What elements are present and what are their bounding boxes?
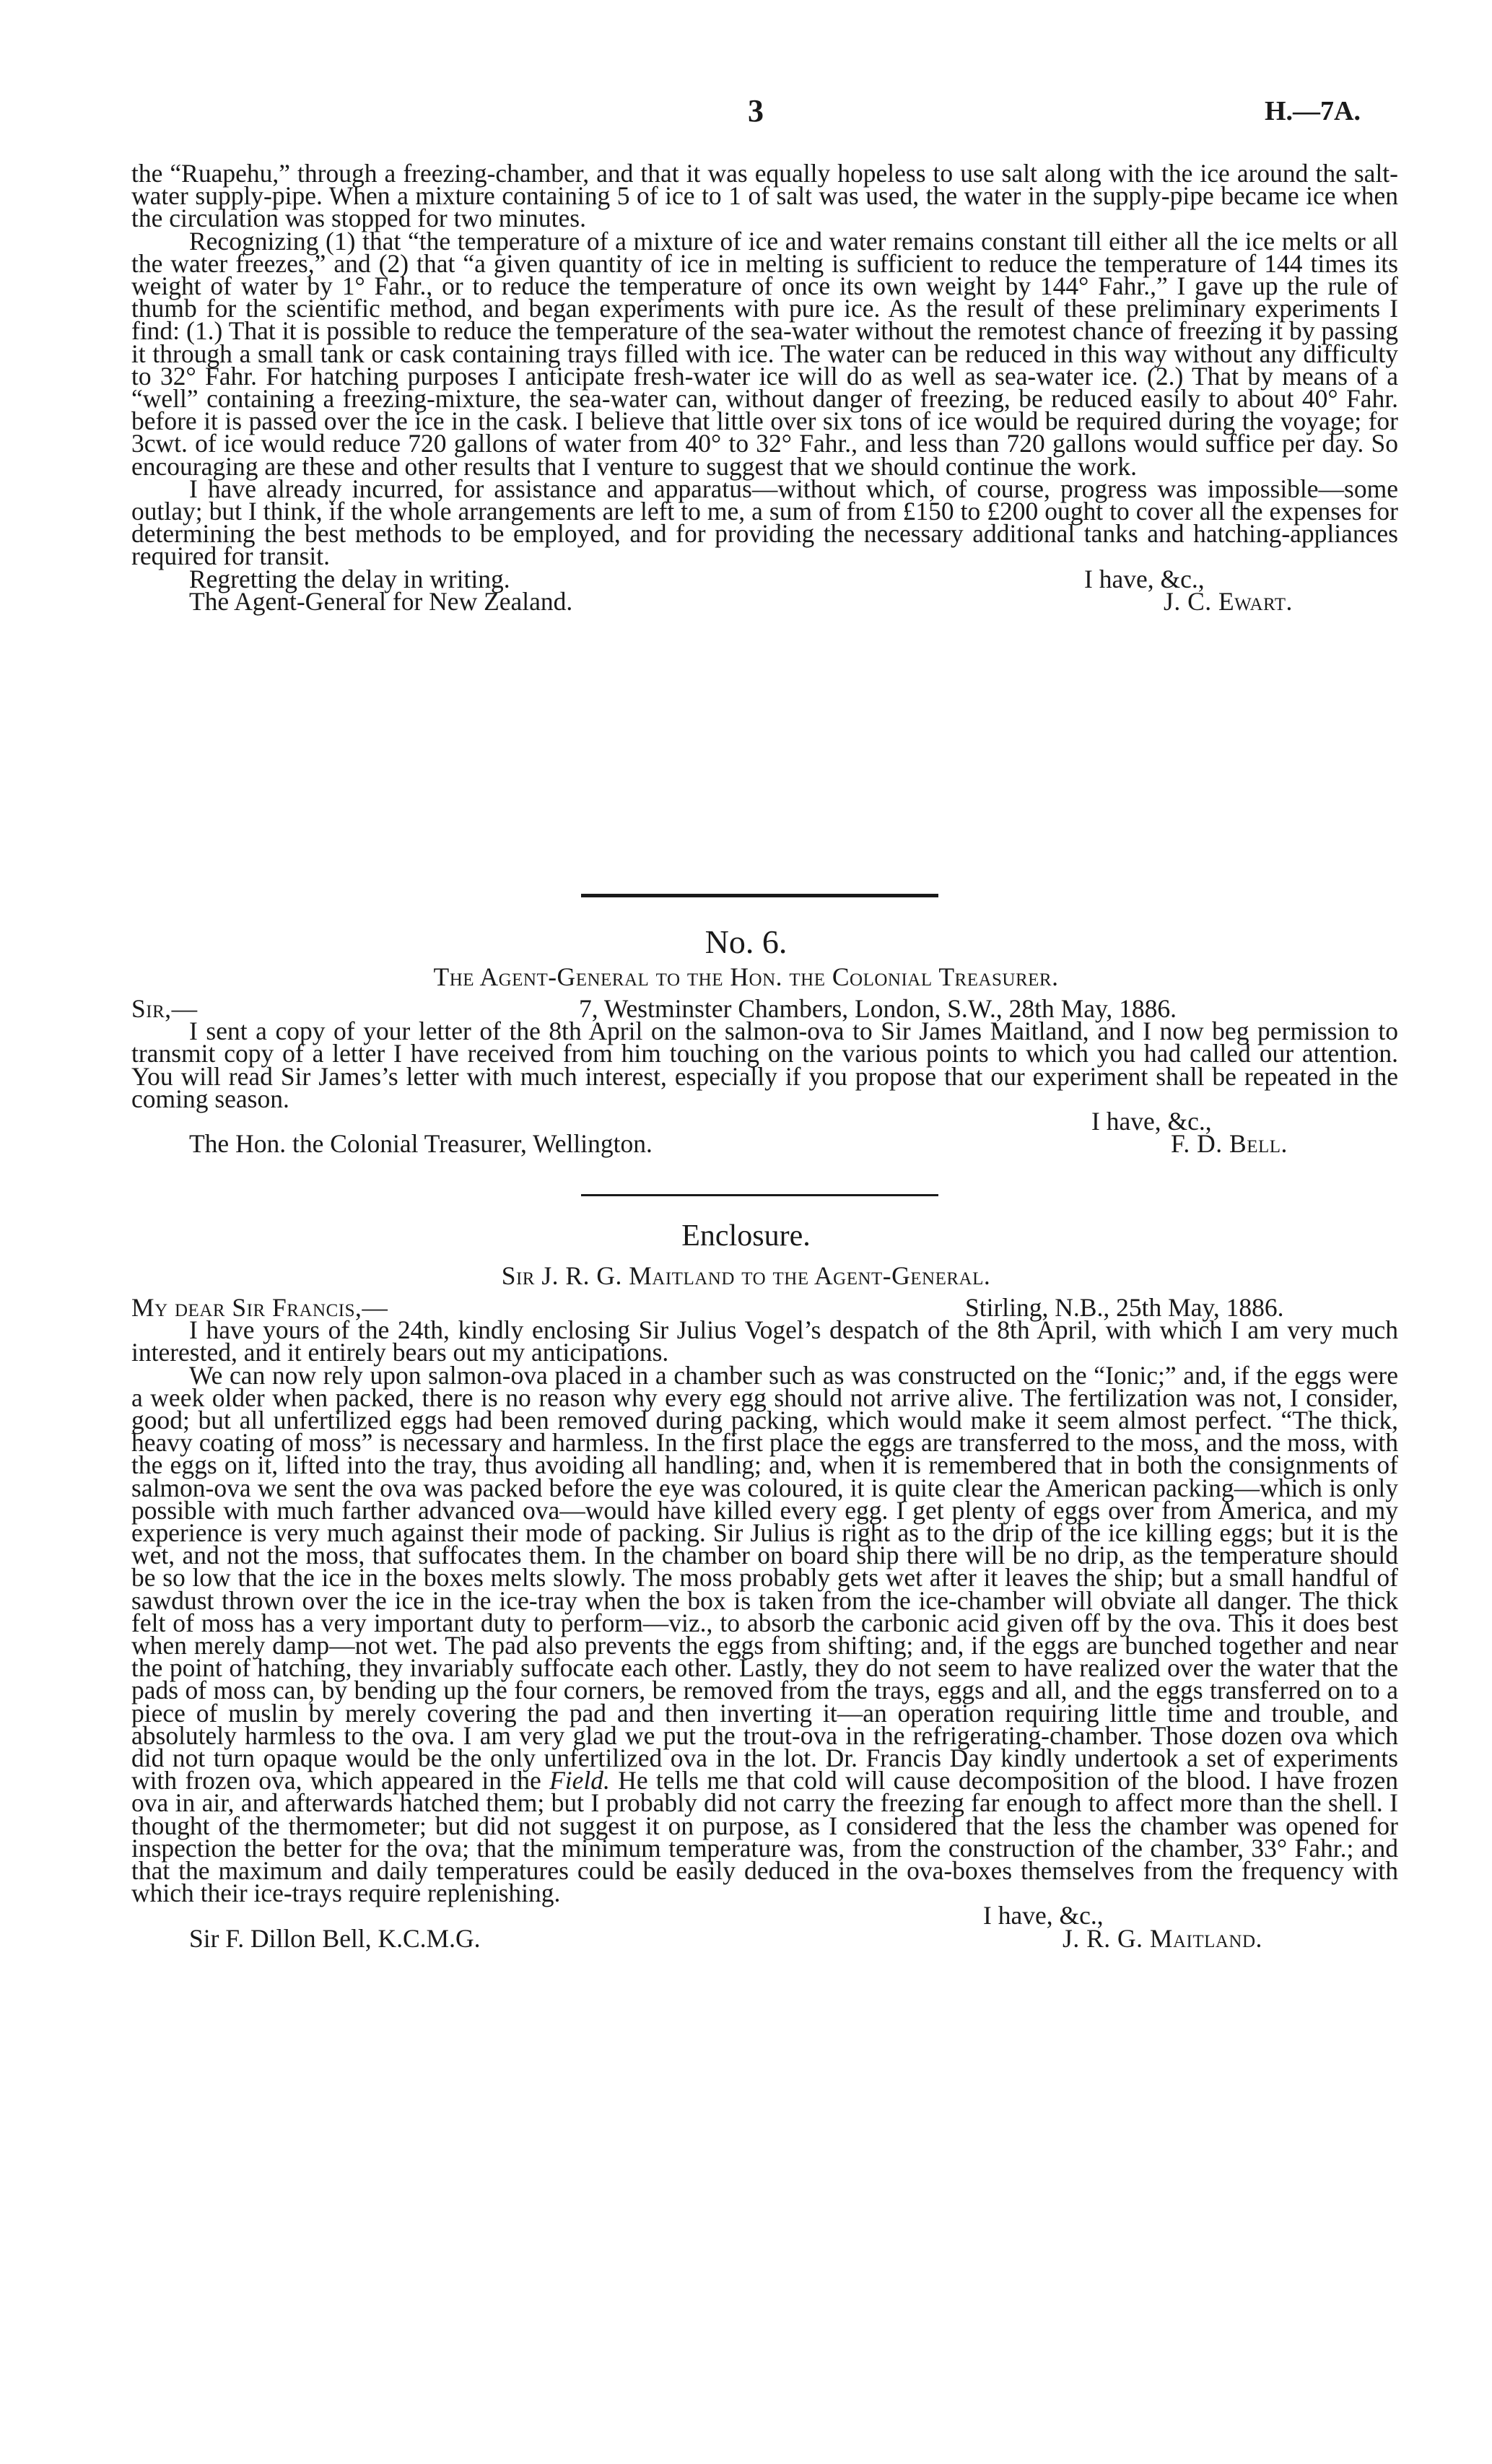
regretting-line: Regretting the delay in writing. (189, 564, 510, 593)
page-number: 3 (748, 93, 764, 129)
no6-title: No. 6. (704, 923, 788, 960)
intro-signature: J. C. Ewart. (1164, 586, 1293, 616)
enclosure-subtitle: Sir J. R. G. Maitland to the Agent-General. (501, 1261, 991, 1290)
intro-closing: I have, &c., (1084, 564, 1205, 593)
enclosure-closing: I have, &c., (983, 1901, 1104, 1930)
enclosure-paragraph-2-part-a: We can now rely upon salmon-ova placed in a chamber such as was constructed on the “Ionic;” and, if the eggs were a week older when packed, there is no reason why every egg should not arrive alive. The fertilization was not, I consider, good; but all unfertilized eggs had been removed during packing, which would make it seem almost perfect. “The thick, heavy coating of moss” is necessary and harmless. In the first place the eggs are transferred to the moss, and the moss, with the eggs on it, lifted into the tray, thus avoiding all handling; and, when it is remembered that in both the consignments of salmon-ova we sent the ova was packed before the eye was coloured, it is quite clear the American packing—which is only possible with much farther advanced ova—would have killed every egg. I get plenty of eggs over from America, and my experience is very much against their mode of packing. Sir Julius is right as to the drip of the ice killing eggs; but it is the wet, and not the moss, that suffocates them. In the chamber on board ship there will be no drip, as the temperature should be so low that the ice in the boxes melts slowly. The moss probably gets wet after it leaves the ship; but a small handful of sawdust thrown over the ice in the ice-tray when the box is taken from the ice-chamber will obviate all danger. The thick felt of moss has a very important duty to perform—viz., to absorb the carbonic acid given off by the ova. This it does best when merely damp—not wet. The pad also prevents the eggs from shifting; and, if the eggs are bunched together and near the point of hatching, they invariably suffocate each other. Lastly, they do not seem to have realized over the water that the pads of moss can, by bending up the four corners, be removed from the trays, eggs and all, and the eggs transferred on to a piece of muslin by merely covering the pad and then inverting it—an operation requiring little time and trouble, and absolutely harmless to the ova. I am very glad we put the trout-ova in the refrigerating-chamber. Those dozen ova which did not turn opaque would be the only unfertilized ova in the lot. Dr. Francis Day kindly undertook a set of experiments with frozen ova, which appeared in the (131, 1360, 1398, 1795)
intro-letter (131, 159, 1398, 616)
enclosure-signature: J. R. G. Maitland. (1063, 1923, 1262, 1953)
enclosure-heading-line (131, 1293, 1398, 1322)
document-reference: H.—7A. (1265, 96, 1361, 126)
intro-paragraph: the “Ruapehu,” through a freezing-chamber, and that it was equally hopeless to use salt along with the ice around the salt-water supply-pipe. When a mixture containing 5 of ice to 1 of salt was used, the water in the supply-pipe became ice when the circulation was stopped for two minutes. (131, 159, 1398, 233)
enclosure-paragraph-1: I have yours of the 24th, kindly enclosing Sir Julius Vogel’s despatch of the 8th April, with which I am very much interested, and it entirely bears out my anticipations. (131, 1315, 1398, 1367)
field-publication-title: Field. (549, 1766, 610, 1795)
intro-addressee: The Agent-General for New Zealand. (189, 586, 573, 616)
enclosure-addressee: Sir F. Dillon Bell, K.C.M.G. (189, 1923, 481, 1953)
no6-closing: I have, &c., (1091, 1107, 1212, 1136)
no6-address-date: 7, Westminster Chambers, London, S.W., 28th May, 1886. (579, 994, 1177, 1023)
enclosure-signature-line (131, 1923, 1398, 1953)
enclosure-place-date: Stirling, N.B., 25th May, 1886. (965, 1293, 1284, 1322)
intro-paragraph: I have already incurred, for assistance and apparatus—without which, of course, progress was impossible—some outlay; but I think, if the whole arrangements are left to me, a sum of from £150 to £200 ought to cover all the expenses for determining the best methods to be employed, and for providing the necessary additional tanks and hatching-appliances required for transit. (131, 474, 1398, 571)
enclosure-title: Enclosure. (681, 1219, 811, 1253)
no6-signature: F. D. Bell. (1171, 1129, 1288, 1159)
intro-signature-line (131, 586, 1398, 616)
intro-paragraph: Recognizing (1) that “the temperature of a mixture of ice and water remains constant till either all the ice melts or all the water freezes,” and (2) that “a given quantity of ice in melting is sufficient to reduce the temperature of 144 times its weight of water by 1° Fahr., or to reduce the temperature of once its own weight by 144° Fahr.,” I gave up the rule of thumb for the scientific method, and began experiments with pure ice. As the result of these preliminary experiments I find: (1.) That it is possible to reduce the temperature of the sea-water without the remotest chance of freezing it by passing it through a small tank or cask containing trays filled with ice. The water can be reduced in this way without any difficulty to 32° Fahr. For hatching purposes I anticipate fresh-water ice will do as well as sea-water ice. (2.) That by means of a “well” containing a freezing-mixture, the sea-water can, without danger of freezing, be reduced easily to about 40° Fahr. before it is passed over the ice in the cask. I believe that little over six tons of ice would be required during the voyage; for 3cwt. of ice would reduce 720 gallons of water from 40° to 32° Fahr., and less than 720 gallons would suffice per day. So encouraging are these and other results that I venture to suggest that we should continue the work. (131, 226, 1398, 481)
enclosure-divider (581, 1194, 938, 1196)
no6-letter (131, 994, 1398, 1159)
enclosure-paragraph-2-part-b: He tells me that cold will cause decomposition of the blood. I have frozen ova in air, and afterwards hatched them; but I probably did not carry the freezing far enough to affect more than the shell. I thought of the thermometer; but did not suggest it on purpose, as I considered that the less the chamber was opened for inspection the better for the ova; that the minimum temperature was, from the construction of the chamber, 33° Fahr.; and that the maximum and daily temperatures could be easily deduced in the ova-boxes themselves from the frequency with which their ice-trays require replenishing. (131, 1766, 1399, 1908)
enclosure-paragraph-2 (131, 1360, 1399, 1908)
enclosure-letter (131, 1293, 1399, 1953)
enclosure-salutation: My dear Sir Francis,— (131, 1293, 388, 1322)
no6-addressee: The Hon. the Colonial Treasurer, Wellington. (189, 1129, 653, 1159)
section-divider (581, 894, 938, 897)
no6-salutation: Sir,— (131, 994, 198, 1023)
no6-heading-line (131, 994, 1398, 1023)
no6-body: I sent a copy of your letter of the 8th April on the salmon-ova to Sir James Maitland, and I now beg permission to transmit copy of a letter I have received from him touching on the various points to which you had called our attention. You will read Sir James’s letter with much interest, especially if you propose that our experiment shall be repeated in the coming season. (131, 1016, 1398, 1113)
no6-subtitle: The Agent-General to the Hon. the Colonial Treasurer. (433, 962, 1059, 991)
no6-signature-line (131, 1129, 1398, 1159)
